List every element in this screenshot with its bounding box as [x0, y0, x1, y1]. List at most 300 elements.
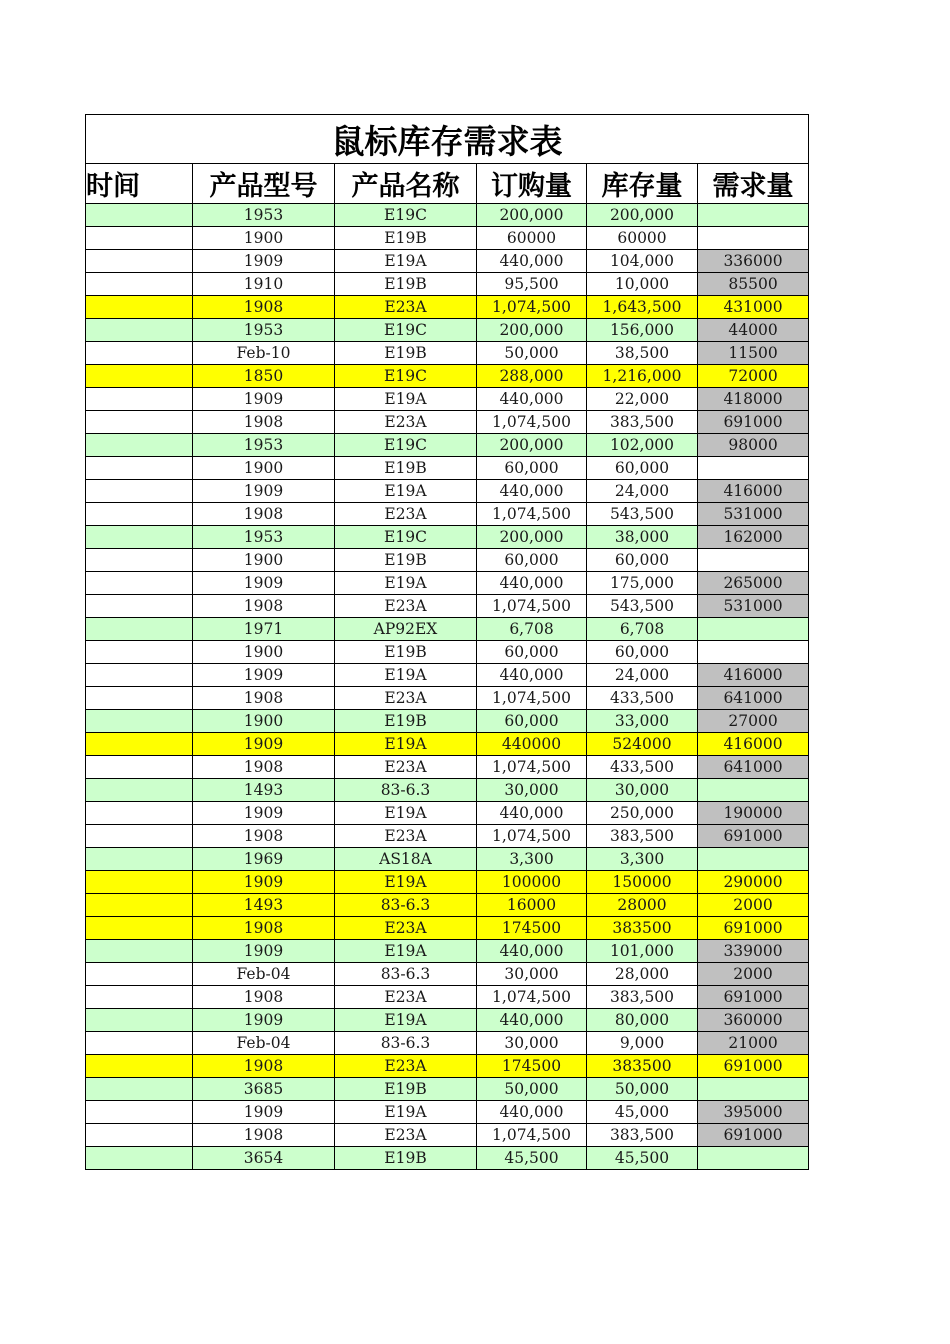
- cell-stock[interactable]: 10,000: [587, 273, 698, 296]
- cell-time[interactable]: [86, 1147, 193, 1170]
- cell-stock[interactable]: 6,708: [587, 618, 698, 641]
- cell-order[interactable]: 1,074,500: [477, 503, 587, 526]
- cell-stock[interactable]: 50,000: [587, 1078, 698, 1101]
- cell-time[interactable]: [86, 342, 193, 365]
- cell-name[interactable]: 83-6.3: [335, 894, 477, 917]
- cell-demand[interactable]: 418000: [698, 388, 809, 411]
- cell-order[interactable]: 440000: [477, 733, 587, 756]
- cell-stock[interactable]: 24,000: [587, 480, 698, 503]
- cell-model[interactable]: 1910: [193, 273, 335, 296]
- cell-demand[interactable]: [698, 779, 809, 802]
- cell-model[interactable]: 1493: [193, 779, 335, 802]
- cell-demand[interactable]: 11500: [698, 342, 809, 365]
- cell-order[interactable]: 200,000: [477, 204, 587, 227]
- cell-demand[interactable]: 265000: [698, 572, 809, 595]
- cell-model[interactable]: 1909: [193, 480, 335, 503]
- cell-order[interactable]: 440,000: [477, 664, 587, 687]
- cell-name[interactable]: 83-6.3: [335, 1032, 477, 1055]
- cell-order[interactable]: 30,000: [477, 963, 587, 986]
- cell-demand[interactable]: [698, 1078, 809, 1101]
- cell-demand[interactable]: 27000: [698, 710, 809, 733]
- cell-stock[interactable]: 383500: [587, 917, 698, 940]
- cell-stock[interactable]: 28,000: [587, 963, 698, 986]
- cell-time[interactable]: [86, 457, 193, 480]
- cell-name[interactable]: AS18A: [335, 848, 477, 871]
- cell-time[interactable]: [86, 733, 193, 756]
- cell-name[interactable]: E23A: [335, 986, 477, 1009]
- cell-model[interactable]: 1909: [193, 664, 335, 687]
- cell-demand[interactable]: [698, 618, 809, 641]
- cell-order[interactable]: 60,000: [477, 457, 587, 480]
- cell-time[interactable]: [86, 894, 193, 917]
- table-row: [86, 411, 809, 434]
- cell-stock[interactable]: 156,000: [587, 319, 698, 342]
- cell-demand[interactable]: 360000: [698, 1009, 809, 1032]
- cell-order[interactable]: 200,000: [477, 434, 587, 457]
- table-row: [86, 480, 809, 503]
- table-row: [86, 641, 809, 664]
- table-row: [86, 848, 809, 871]
- cell-time[interactable]: [86, 917, 193, 940]
- cell-order[interactable]: 200,000: [477, 526, 587, 549]
- cell-time[interactable]: [86, 480, 193, 503]
- table-row: [86, 664, 809, 687]
- cell-time[interactable]: [86, 365, 193, 388]
- cell-demand[interactable]: 336000: [698, 250, 809, 273]
- table-body: [86, 204, 809, 1170]
- cell-time[interactable]: [86, 296, 193, 319]
- cell-order[interactable]: 1,074,500: [477, 595, 587, 618]
- cell-stock[interactable]: 45,500: [587, 1147, 698, 1170]
- title-row: [86, 115, 809, 164]
- cell-demand[interactable]: 691000: [698, 411, 809, 434]
- table-row: [86, 388, 809, 411]
- cell-model[interactable]: 1971: [193, 618, 335, 641]
- cell-demand[interactable]: [698, 641, 809, 664]
- table-row: [86, 526, 809, 549]
- table-row: [86, 1078, 809, 1101]
- cell-time[interactable]: [86, 1032, 193, 1055]
- cell-order[interactable]: 50,000: [477, 342, 587, 365]
- cell-model[interactable]: 1850: [193, 365, 335, 388]
- cell-order[interactable]: 60000: [477, 227, 587, 250]
- cell-demand[interactable]: 691000: [698, 986, 809, 1009]
- cell-model[interactable]: 1953: [193, 204, 335, 227]
- cell-name[interactable]: E19A: [335, 664, 477, 687]
- cell-name[interactable]: E23A: [335, 917, 477, 940]
- cell-model[interactable]: 1908: [193, 986, 335, 1009]
- cell-stock[interactable]: 150000: [587, 871, 698, 894]
- cell-stock[interactable]: 433,500: [587, 687, 698, 710]
- cell-name[interactable]: E19B: [335, 342, 477, 365]
- cell-model[interactable]: 1908: [193, 917, 335, 940]
- cell-time[interactable]: [86, 388, 193, 411]
- cell-order[interactable]: 60,000: [477, 710, 587, 733]
- cell-order[interactable]: 45,500: [477, 1147, 587, 1170]
- cell-demand[interactable]: 416000: [698, 733, 809, 756]
- cell-time[interactable]: [86, 848, 193, 871]
- cell-time[interactable]: [86, 503, 193, 526]
- cell-demand[interactable]: 44000: [698, 319, 809, 342]
- table-row: [86, 779, 809, 802]
- cell-demand[interactable]: 531000: [698, 595, 809, 618]
- cell-time[interactable]: [86, 756, 193, 779]
- cell-stock[interactable]: 60000: [587, 227, 698, 250]
- cell-model[interactable]: Feb-10: [193, 342, 335, 365]
- cell-model[interactable]: 1909: [193, 1009, 335, 1032]
- cell-demand[interactable]: 691000: [698, 1055, 809, 1078]
- cell-time[interactable]: [86, 250, 193, 273]
- table-row: [86, 595, 809, 618]
- cell-demand[interactable]: [698, 227, 809, 250]
- cell-demand[interactable]: 691000: [698, 917, 809, 940]
- cell-demand[interactable]: 339000: [698, 940, 809, 963]
- table-row: [86, 894, 809, 917]
- cell-model[interactable]: 1953: [193, 434, 335, 457]
- cell-stock[interactable]: 38,500: [587, 342, 698, 365]
- cell-time[interactable]: [86, 710, 193, 733]
- cell-name[interactable]: E23A: [335, 687, 477, 710]
- table-row: [86, 457, 809, 480]
- cell-model[interactable]: 3654: [193, 1147, 335, 1170]
- cell-stock[interactable]: 3,300: [587, 848, 698, 871]
- cell-model[interactable]: 1900: [193, 641, 335, 664]
- cell-model[interactable]: 1909: [193, 733, 335, 756]
- cell-order[interactable]: 1,074,500: [477, 296, 587, 319]
- cell-model[interactable]: 1493: [193, 894, 335, 917]
- cell-stock[interactable]: 22,000: [587, 388, 698, 411]
- cell-demand[interactable]: 85500: [698, 273, 809, 296]
- cell-name[interactable]: E19A: [335, 388, 477, 411]
- cell-name[interactable]: E19C: [335, 319, 477, 342]
- cell-stock[interactable]: 102,000: [587, 434, 698, 457]
- cell-time[interactable]: [86, 204, 193, 227]
- cell-order[interactable]: 1,074,500: [477, 825, 587, 848]
- table-row: [86, 917, 809, 940]
- cell-name[interactable]: E19C: [335, 204, 477, 227]
- cell-order[interactable]: 3,300: [477, 848, 587, 871]
- cell-model[interactable]: 1969: [193, 848, 335, 871]
- cell-model[interactable]: Feb-04: [193, 1032, 335, 1055]
- cell-order[interactable]: 174500: [477, 1055, 587, 1078]
- table-row: [86, 1101, 809, 1124]
- cell-stock[interactable]: 60,000: [587, 641, 698, 664]
- cell-name[interactable]: E19B: [335, 273, 477, 296]
- cell-stock[interactable]: 433,500: [587, 756, 698, 779]
- cell-name[interactable]: E23A: [335, 296, 477, 319]
- cell-order[interactable]: 60,000: [477, 549, 587, 572]
- cell-stock[interactable]: 175,000: [587, 572, 698, 595]
- cell-stock[interactable]: 524000: [587, 733, 698, 756]
- cell-stock[interactable]: 9,000: [587, 1032, 698, 1055]
- cell-demand[interactable]: [698, 549, 809, 572]
- cell-order[interactable]: 440,000: [477, 1009, 587, 1032]
- cell-order[interactable]: 288,000: [477, 365, 587, 388]
- cell-name[interactable]: E19C: [335, 526, 477, 549]
- header-row: [86, 164, 809, 204]
- cell-time[interactable]: [86, 1009, 193, 1032]
- cell-stock[interactable]: 30,000: [587, 779, 698, 802]
- cell-name[interactable]: E19C: [335, 365, 477, 388]
- table-row: [86, 802, 809, 825]
- cell-order[interactable]: 1,074,500: [477, 411, 587, 434]
- cell-name[interactable]: E19B: [335, 710, 477, 733]
- table-row: [86, 963, 809, 986]
- cell-time[interactable]: [86, 664, 193, 687]
- inventory-table: [85, 114, 809, 1170]
- cell-name[interactable]: 83-6.3: [335, 779, 477, 802]
- sheet-title: 鼠标库存需求表: [86, 115, 809, 164]
- cell-model[interactable]: 1908: [193, 1055, 335, 1078]
- cell-name[interactable]: E19B: [335, 549, 477, 572]
- cell-stock[interactable]: 33,000: [587, 710, 698, 733]
- cell-order[interactable]: 440,000: [477, 250, 587, 273]
- cell-time[interactable]: [86, 273, 193, 296]
- cell-model[interactable]: 1908: [193, 687, 335, 710]
- table-row: [86, 1009, 809, 1032]
- cell-time[interactable]: [86, 940, 193, 963]
- cell-model[interactable]: 1909: [193, 802, 335, 825]
- cell-name[interactable]: E23A: [335, 825, 477, 848]
- cell-model[interactable]: 1908: [193, 756, 335, 779]
- cell-time[interactable]: [86, 319, 193, 342]
- table-row: [86, 1124, 809, 1147]
- table-row: [86, 204, 809, 227]
- cell-name[interactable]: E23A: [335, 411, 477, 434]
- cell-order[interactable]: 440,000: [477, 940, 587, 963]
- cell-stock[interactable]: 24,000: [587, 664, 698, 687]
- cell-name[interactable]: E19B: [335, 1147, 477, 1170]
- table-row: [86, 572, 809, 595]
- cell-name[interactable]: E23A: [335, 756, 477, 779]
- cell-time[interactable]: [86, 986, 193, 1009]
- table-row: [86, 296, 809, 319]
- cell-demand[interactable]: 691000: [698, 825, 809, 848]
- cell-name[interactable]: E19B: [335, 457, 477, 480]
- cell-time[interactable]: [86, 802, 193, 825]
- header-demand[interactable]: 需求量: [698, 164, 809, 204]
- cell-order[interactable]: 440,000: [477, 572, 587, 595]
- cell-model[interactable]: 3685: [193, 1078, 335, 1101]
- table-row: [86, 618, 809, 641]
- cell-demand[interactable]: 190000: [698, 802, 809, 825]
- cell-time[interactable]: [86, 549, 193, 572]
- cell-name[interactable]: E19A: [335, 250, 477, 273]
- cell-name[interactable]: E19A: [335, 871, 477, 894]
- cell-model[interactable]: 1900: [193, 549, 335, 572]
- table-row: [86, 549, 809, 572]
- cell-stock[interactable]: 60,000: [587, 457, 698, 480]
- cell-order[interactable]: 50,000: [477, 1078, 587, 1101]
- cell-time[interactable]: [86, 227, 193, 250]
- cell-name[interactable]: E19A: [335, 733, 477, 756]
- cell-order[interactable]: 200,000: [477, 319, 587, 342]
- cell-name[interactable]: E19A: [335, 802, 477, 825]
- cell-time[interactable]: [86, 595, 193, 618]
- cell-name[interactable]: E19B: [335, 227, 477, 250]
- table-row: [86, 503, 809, 526]
- cell-name[interactable]: E19A: [335, 1101, 477, 1124]
- cell-stock[interactable]: 45,000: [587, 1101, 698, 1124]
- cell-model[interactable]: 1908: [193, 595, 335, 618]
- cell-demand[interactable]: 416000: [698, 664, 809, 687]
- cell-name[interactable]: E19B: [335, 1078, 477, 1101]
- cell-time[interactable]: [86, 1101, 193, 1124]
- cell-demand[interactable]: 431000: [698, 296, 809, 319]
- table-row: [86, 1055, 809, 1078]
- cell-order[interactable]: 1,074,500: [477, 986, 587, 1009]
- table-row: [86, 940, 809, 963]
- header-order[interactable]: 订购量: [477, 164, 587, 204]
- cell-order[interactable]: 440,000: [477, 388, 587, 411]
- cell-time[interactable]: [86, 411, 193, 434]
- cell-model[interactable]: 1953: [193, 319, 335, 342]
- cell-demand[interactable]: 641000: [698, 687, 809, 710]
- cell-name[interactable]: E19A: [335, 480, 477, 503]
- table-row: [86, 273, 809, 296]
- cell-time[interactable]: [86, 434, 193, 457]
- table-row: [86, 733, 809, 756]
- cell-model[interactable]: 1953: [193, 526, 335, 549]
- table-row: [86, 710, 809, 733]
- cell-time[interactable]: [86, 1078, 193, 1101]
- cell-time[interactable]: [86, 825, 193, 848]
- cell-order[interactable]: 1,074,500: [477, 687, 587, 710]
- table-row: [86, 365, 809, 388]
- cell-stock[interactable]: 200,000: [587, 204, 698, 227]
- cell-demand[interactable]: 21000: [698, 1032, 809, 1055]
- cell-demand[interactable]: 72000: [698, 365, 809, 388]
- cell-stock[interactable]: 250,000: [587, 802, 698, 825]
- cell-time[interactable]: [86, 641, 193, 664]
- cell-model[interactable]: 1900: [193, 457, 335, 480]
- cell-model[interactable]: 1908: [193, 503, 335, 526]
- cell-order[interactable]: 16000: [477, 894, 587, 917]
- cell-model[interactable]: 1908: [193, 825, 335, 848]
- cell-stock[interactable]: 543,500: [587, 595, 698, 618]
- cell-order[interactable]: 1,074,500: [477, 756, 587, 779]
- cell-time[interactable]: [86, 779, 193, 802]
- cell-demand[interactable]: 290000: [698, 871, 809, 894]
- cell-demand[interactable]: 691000: [698, 1124, 809, 1147]
- table-row: [86, 227, 809, 250]
- table-row: [86, 687, 809, 710]
- cell-order[interactable]: 440,000: [477, 802, 587, 825]
- cell-time[interactable]: [86, 572, 193, 595]
- header-time[interactable]: 时间: [86, 164, 193, 204]
- cell-stock[interactable]: 383,500: [587, 986, 698, 1009]
- cell-order[interactable]: 100000: [477, 871, 587, 894]
- cell-name[interactable]: E19B: [335, 641, 477, 664]
- cell-order[interactable]: 95,500: [477, 273, 587, 296]
- cell-stock[interactable]: 101,000: [587, 940, 698, 963]
- cell-time[interactable]: [86, 963, 193, 986]
- cell-model[interactable]: 1909: [193, 940, 335, 963]
- cell-demand[interactable]: 2000: [698, 963, 809, 986]
- cell-model[interactable]: 1909: [193, 1101, 335, 1124]
- cell-stock[interactable]: 383,500: [587, 411, 698, 434]
- cell-model[interactable]: 1909: [193, 250, 335, 273]
- cell-model[interactable]: 1900: [193, 227, 335, 250]
- cell-demand[interactable]: [698, 1147, 809, 1170]
- header-name[interactable]: 产品名称: [335, 164, 477, 204]
- cell-stock[interactable]: 543,500: [587, 503, 698, 526]
- cell-order[interactable]: 1,074,500: [477, 1124, 587, 1147]
- cell-name[interactable]: E19C: [335, 434, 477, 457]
- cell-name[interactable]: E19A: [335, 572, 477, 595]
- table-row: [86, 342, 809, 365]
- cell-demand[interactable]: 2000: [698, 894, 809, 917]
- cell-stock[interactable]: 104,000: [587, 250, 698, 273]
- cell-stock[interactable]: 80,000: [587, 1009, 698, 1032]
- cell-stock[interactable]: 383,500: [587, 825, 698, 848]
- cell-stock[interactable]: 1,216,000: [587, 365, 698, 388]
- table-row: [86, 434, 809, 457]
- table-row: [86, 250, 809, 273]
- cell-name[interactable]: E23A: [335, 1055, 477, 1078]
- cell-demand[interactable]: 395000: [698, 1101, 809, 1124]
- cell-order[interactable]: 60,000: [477, 641, 587, 664]
- cell-name[interactable]: E19A: [335, 940, 477, 963]
- cell-name[interactable]: E23A: [335, 595, 477, 618]
- cell-demand[interactable]: 531000: [698, 503, 809, 526]
- cell-order[interactable]: 30,000: [477, 779, 587, 802]
- cell-time[interactable]: [86, 618, 193, 641]
- cell-model[interactable]: Feb-04: [193, 963, 335, 986]
- cell-time[interactable]: [86, 871, 193, 894]
- cell-model[interactable]: 1908: [193, 296, 335, 319]
- cell-name[interactable]: E23A: [335, 1124, 477, 1147]
- cell-demand[interactable]: 641000: [698, 756, 809, 779]
- cell-time[interactable]: [86, 687, 193, 710]
- cell-demand[interactable]: 98000: [698, 434, 809, 457]
- cell-model[interactable]: 1908: [193, 1124, 335, 1147]
- cell-name[interactable]: AP92EX: [335, 618, 477, 641]
- cell-time[interactable]: [86, 526, 193, 549]
- cell-demand[interactable]: [698, 204, 809, 227]
- cell-model[interactable]: 1909: [193, 572, 335, 595]
- cell-demand[interactable]: 416000: [698, 480, 809, 503]
- cell-stock[interactable]: 38,000: [587, 526, 698, 549]
- cell-demand[interactable]: [698, 848, 809, 871]
- cell-stock[interactable]: 60,000: [587, 549, 698, 572]
- cell-order[interactable]: 440,000: [477, 1101, 587, 1124]
- cell-demand[interactable]: [698, 457, 809, 480]
- cell-order[interactable]: 174500: [477, 917, 587, 940]
- table-row: [86, 1147, 809, 1170]
- cell-order[interactable]: 30,000: [477, 1032, 587, 1055]
- cell-order[interactable]: 440,000: [477, 480, 587, 503]
- header-stock[interactable]: 库存量: [587, 164, 698, 204]
- cell-time[interactable]: [86, 1124, 193, 1147]
- cell-name[interactable]: E23A: [335, 503, 477, 526]
- cell-model[interactable]: 1908: [193, 411, 335, 434]
- cell-time[interactable]: [86, 1055, 193, 1078]
- cell-model[interactable]: 1909: [193, 388, 335, 411]
- cell-model[interactable]: 1909: [193, 871, 335, 894]
- cell-stock[interactable]: 28000: [587, 894, 698, 917]
- cell-name[interactable]: 83-6.3: [335, 963, 477, 986]
- cell-model[interactable]: 1900: [193, 710, 335, 733]
- cell-stock[interactable]: 1,643,500: [587, 296, 698, 319]
- header-model[interactable]: 产品型号: [193, 164, 335, 204]
- cell-stock[interactable]: 383,500: [587, 1124, 698, 1147]
- cell-order[interactable]: 6,708: [477, 618, 587, 641]
- cell-name[interactable]: E19A: [335, 1009, 477, 1032]
- table-row: [86, 825, 809, 848]
- cell-stock[interactable]: 383500: [587, 1055, 698, 1078]
- cell-demand[interactable]: 162000: [698, 526, 809, 549]
